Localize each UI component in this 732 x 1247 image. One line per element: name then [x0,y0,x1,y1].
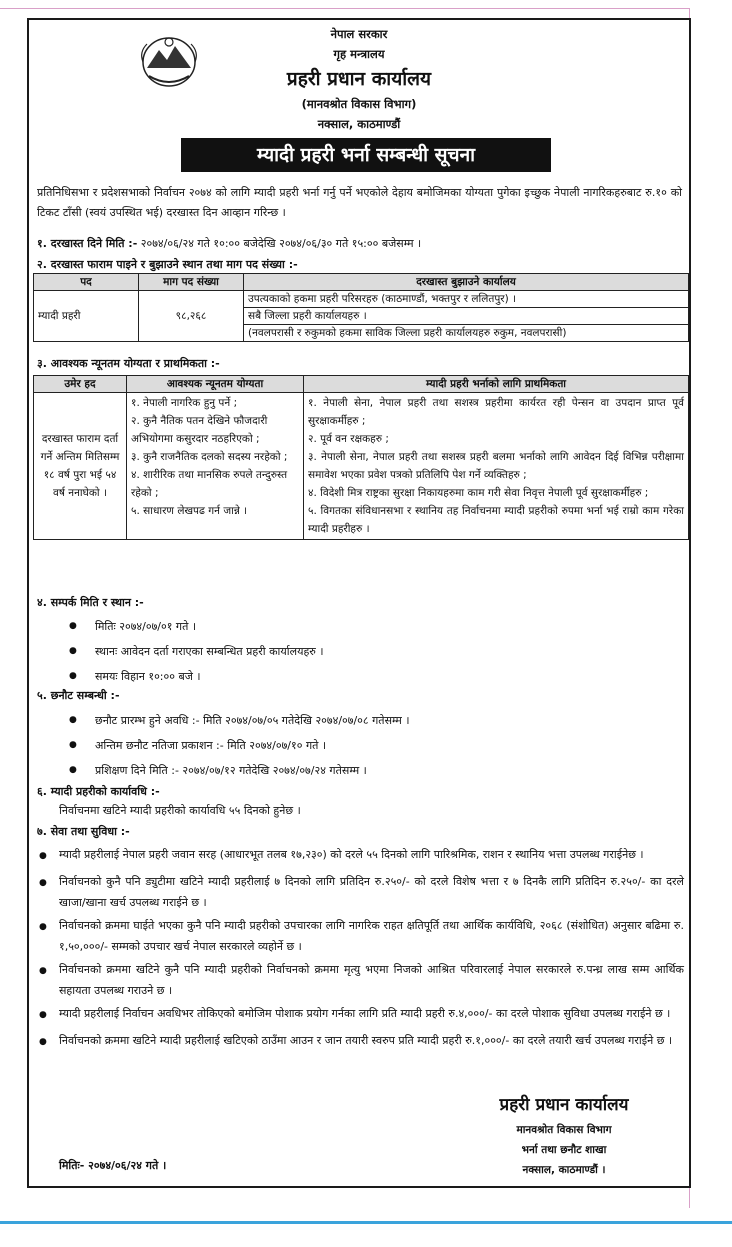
notice-date: मितिः- २०७४/०६/२४ गते । [59,1159,167,1172]
list-item [69,733,410,758]
division-label: (मानवश्रोत विकास विभाग) [301,97,417,111]
list-item: २. पूर्व वन रक्षकहरु ; [308,433,389,445]
table-header: पद [34,274,139,291]
bullet-icon: ● [69,715,77,725]
table-header: उमेर हद [34,376,127,393]
bullet-icon: ● [39,1037,47,1047]
bullet-icon: ● [69,671,77,681]
list-item: ३. कुनै राजनैतिक दलको सदस्य नरहेको ; [131,451,288,463]
post-cell: म्यादी प्रहरी [34,291,139,342]
list-item: ३. नेपाली सेना, नेपाल प्रहरी तथा सशस्त्र प्रहरी बलमा भर्नाको लागि आवेदन दिई विभिन्न परीक्षामा समावेश भएका प्रवेश पत्रको प्रतिलिपि पेश गर्ने व्यक्तिहरु ; [308,451,684,481]
signature-address: नक्साल, काठमाण्डौं । [522,1164,606,1176]
list-item-text: निर्वाचनको कुनै पनि ड्युटीमा खटिने म्यादी प्रहरीलाई ७ दिनको लागि प्रतिदिन रु.२५०/- को दरले विशेष भत्ता र ७ दिनकै लागि प्रतिदिन रु.२५०/- का दरले खाजा/खाना खर्च उपलब्ध गराईने छ । [59,875,684,909]
list-item-text: निर्वाचनको क्रममा घाईते भएका कुनै पनि म्यादी प्रहरीको उपचारका लागि नागरिक राहत क्षतिपूर्ति तथा आर्थिक कार्यविधि, २०६८ (संशोधित) अनुसार बढिमा रु. १,५०,०००/- सम्मको उपचार खर्च नेपाल सरकारले व्यहोर्ने छ । [59,919,684,953]
posts-table [33,273,689,342]
section-4-title-text: ४. सम्पर्क मिति र स्थान :- [37,596,144,609]
signature-office: प्रहरी प्रधान कार्यालय [499,1095,629,1115]
list-item-text: म्यादी प्रहरीलाई नेपाल प्रहरी जवान सरह (आधारभूत तलब १७,२३०) को दरले ५५ दिनको लागि पारिश्रमिक, राशन र स्थानिय भत्ता उपलब्ध गराईनेछ । [59,848,644,861]
section-2-title [37,256,682,274]
section-3-title [37,355,682,373]
bullet-icon: ● [69,765,77,775]
selection-list [69,708,410,783]
list-item-text: मितिः २०७४/०७/०१ गते । [95,620,197,633]
section-1-title: १. दरखास्त दिने मिति :- [37,237,138,250]
list-item [39,844,684,869]
bullet-icon: ● [69,646,77,656]
section-6-text: निर्वाचनमा खटिने म्यादी प्रहरीको कार्यावधि ५५ दिनको हुनेछ । [59,804,301,817]
table-header: माग पद संख्या [139,274,244,291]
contact-list [69,614,324,689]
section-4-title [37,594,682,612]
list-item-text: समयः विहान १०:०० बजे । [95,670,201,683]
list-item: १. नेपाली सेना, नेपाल प्रहरी तथा सशस्त्र प्रहरीमा कार्यरत रही पेन्सन वा उपदान प्राप्त पूर्व सुरक्षाकर्मीहरु ; [308,397,684,427]
list-item [69,639,324,664]
list-item-text: स्थानः आवेदन दर्ता गराएका सम्बन्धित प्रहरी कार्यालयहरु । [95,645,324,658]
section-3-title-text: ३. आवश्यक न्यूनतम योग्यता र प्राथमिकता :- [37,357,220,370]
list-item [69,664,324,689]
facilities-list [39,844,684,1057]
address-label: नक्साल, काठमाण्डौं [317,117,401,131]
list-item: ४. शारीरिक तथा मानसिक रुपले तन्दुरुस्त रहेको ; [131,469,288,499]
section-5-title-text: ५. छनौट सम्बन्धी :- [37,689,120,702]
list-item [39,1030,684,1055]
notice-banner: म्यादी प्रहरी भर्ना सम्बन्धी सूचना [181,138,551,172]
age-cell: दरखास्त फाराम दर्ता गर्ने अन्तिम मितिसम्म १८ वर्ष पुरा भई ५४ वर्ष ननाघेको । [34,393,127,540]
table-header: म्यादी प्रहरी भर्नाको लागि प्राथमिकता [304,376,689,393]
list-item [39,871,684,913]
list-item: ४. विदेशी मित्र राष्ट्रका सुरक्षा निकायहरुमा काम गरी सेवा निवृत्त नेपाली पूर्व सुरक्षाकर्मीहरु ; [308,487,649,499]
section-1 [37,235,682,253]
bullet-icon: ● [39,878,47,888]
office-cell: सबै जिल्ला प्रहरी कार्यालयहरु । [244,308,689,325]
list-item: ५. साधारण लेखपढ गर्न जान्ने । [131,505,248,517]
section-1-text: २०७४/०६/२४ गते १०:०० बजेदेखि २०७४/०६/३० गते १५:०० बजेसम्म । [140,237,422,250]
section-5-title [37,687,682,705]
list-item [39,959,684,1001]
bullet-icon: ● [39,966,47,976]
notice-frame [27,18,691,1188]
qualification-table [33,375,689,540]
list-item [39,1003,684,1028]
office-cell: (नवलपरासी र रुकुमको हकमा साविक जिल्ला प्रहरी कार्यालयहरु रुकुम, नवलपरासी) [244,325,689,342]
list-item [69,614,324,639]
list-item [69,758,410,783]
priority-cell [304,393,689,540]
bottom-accent-line [0,1221,732,1224]
list-item-text: छनौट प्रारम्भ हुने अवधि :- मिति २०७४/०७/०५ गतेदेखि २०७४/०७/०८ गतेसम्म । [95,714,410,727]
table-header: आवश्यक न्यूनतम योग्यता [127,376,304,393]
office-cell: उपत्यकाको हकमा प्रहरी परिसरहरु (काठमाण्डौं, भक्तपुर र ललितपुर) । [244,291,689,308]
signature-block [449,1090,679,1180]
table-header: दरखास्त बुझाउने कार्यालय [244,274,689,291]
list-item-text: प्रशिक्षण दिने मिति :- २०७४/०७/१२ गतेदेखि २०७४/०७/२४ गतेसम्म । [95,764,367,777]
list-item [39,915,684,957]
list-item: १. नेपाली नागरिक हुनु पर्ने ; [131,397,238,409]
bullet-icon: ● [69,740,77,750]
office-title: प्रहरी प्रधान कार्यालय [286,68,432,90]
list-item-text: निर्वाचनको क्रममा खटिने कुनै पनि म्यादी प्रहरीको निर्वाचनको क्रममा मृत्यु भएमा निजको आश्रित परिवारलाई नेपाल सरकारले रु.पन्ध्र लाख सम्म आर्थिक सहायता उपलब्ध गराउने छ । [59,963,684,997]
section-6-title [37,783,682,801]
list-item: ५. विगतका संविधानसभा र स्थानिय तह निर्वाचनमा म्यादी प्रहरीको रुपमा भर्ना भई राम्रो काम गरेका म्यादी प्रहरीहरु । [308,505,684,535]
bullet-icon: ● [69,621,77,631]
section-7-title [37,823,682,841]
count-cell: ९८,२६८ [139,291,244,342]
section-2-title-text: २. दरखास्त फाराम पाइने र बुझाउने स्थान तथा माग पद संख्या :- [37,258,298,271]
list-item-text: म्यादी प्रहरीलाई निर्वाचन अवधिभर तोकिएको बमोजिम पोशाक प्रयोग गर्नका लागि प्रति म्यादी प्रहरी रु.४,०००/- का दरले पोशाक सुविधा उपलब्ध गराईने छ । [59,1007,671,1020]
section-6-title-text: ६. म्यादी प्रहरीको कार्यावधि :- [37,785,160,798]
intro-paragraph: प्रतिनिधिसभा र प्रदेशसभाको निर्वाचन २०७४ को लागि म्यादी प्रहरी भर्ना गर्नु पर्ने भएकोले देहाय बमोजिमका योग्यता पुगेका इच्छुक नेपाली नागरिकहरुबाट रु.१० को टिकट टाँसी (स्वयं उपस्थित भई) दरखास्त दिन आव्हान गरिन्छ । [37,186,682,219]
signature-division: मानवश्रोत विकास विभाग [516,1124,612,1136]
top-border-line [0,8,690,9]
list-item [69,708,410,733]
bullet-icon: ● [39,922,47,932]
header [29,24,689,134]
list-item-text: अन्तिम छनौट नतिजा प्रकाशन :- मिति २०७४/०७/१० गते । [95,739,327,752]
signature-branch: भर्ना तथा छनौट शाखा [521,1144,607,1156]
section-7-title-text: ७. सेवा तथा सुविधा :- [37,825,130,838]
ministry-label: गृह मन्त्रालय [333,47,385,61]
bullet-icon: ● [39,1010,47,1020]
bullet-icon: ● [39,851,47,861]
qualification-cell [127,393,304,540]
govt-label: नेपाल सरकार [330,27,388,41]
list-item: २. कुनै नैतिक पतन देखिने फौजदारी अभियोगमा कसुरदार नठहरिएको ; [131,415,268,445]
list-item-text: निर्वाचनको क्रममा खटिने म्यादी प्रहरीलाई खटिएको ठाउँमा आउन र जान तयारी स्वरुप प्रति म्यादी प्रहरी रु.१,०००/- का दरले तयारी खर्च उपलब्ध गराईने छ । [59,1034,673,1047]
